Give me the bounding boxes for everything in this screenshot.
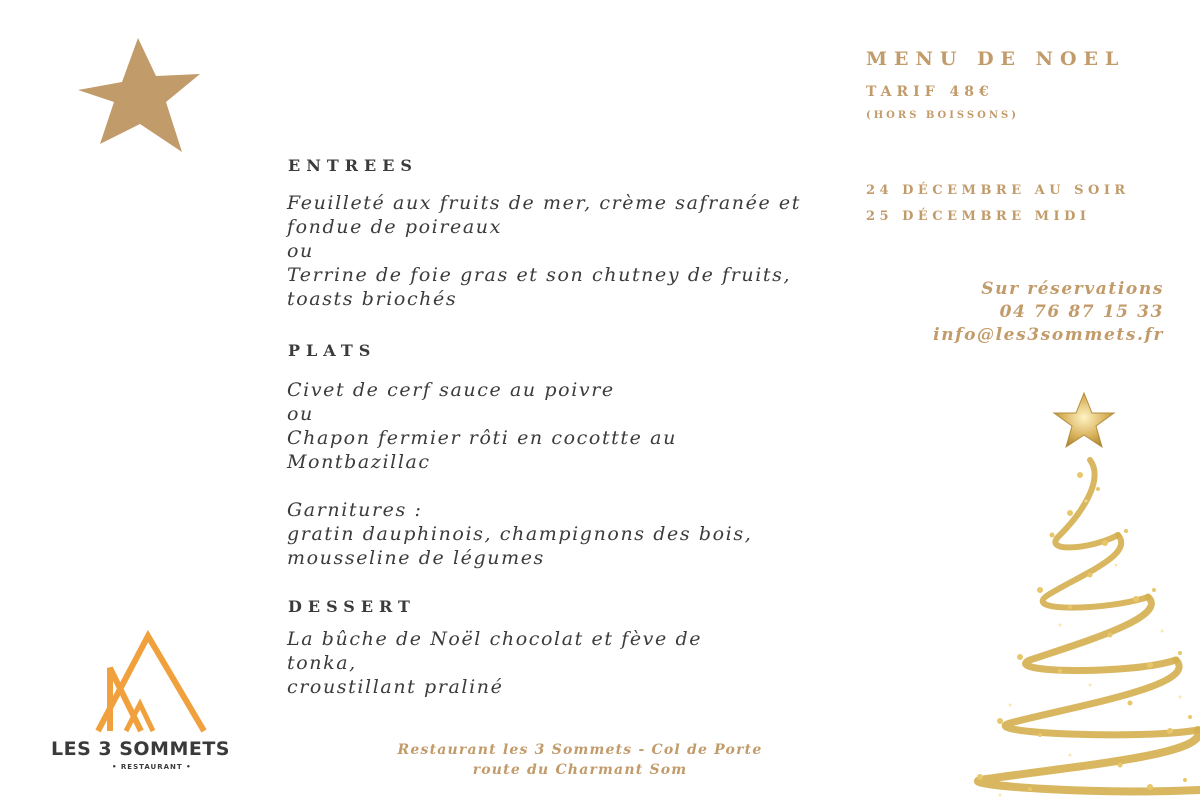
dish-line: Chapon fermier rôti en cocottte au xyxy=(287,427,677,449)
dish-line: tonka, xyxy=(287,652,357,674)
contact-block xyxy=(933,278,1164,347)
christmas-tree-icon xyxy=(940,385,1200,800)
footer-line: route du Charmant Som xyxy=(472,762,688,778)
section-heading-dessert: DESSERT xyxy=(288,597,416,616)
dish-line: Feuilleté aux fruits de mer, crème safranée et xyxy=(287,192,802,214)
dish-line: ou xyxy=(287,240,314,262)
dish-line: fondue de poireaux xyxy=(287,216,502,238)
menu-title: MENU DE NOEL xyxy=(866,48,1126,70)
phone-number[interactable]: 04 76 87 15 33 xyxy=(999,302,1164,322)
dish-line: Montbazillac xyxy=(287,451,431,473)
dish-line: Garnitures : xyxy=(287,499,423,521)
mountains-icon xyxy=(48,628,248,733)
dish-line: mousseline de légumes xyxy=(287,547,545,569)
section-heading-plats: PLATS xyxy=(288,341,377,360)
star-icon xyxy=(78,38,200,154)
dish-line: toasts briochés xyxy=(287,288,458,310)
date-line: 25 DÉCEMBRE MIDI xyxy=(866,209,1091,224)
dish-line: gratin dauphinois, champignons des bois, xyxy=(287,523,753,545)
dish-line: croustillant praliné xyxy=(287,676,504,698)
dish-line: Terrine de foie gras et son chutney de fruits, xyxy=(287,264,792,286)
dish-line xyxy=(287,474,752,498)
footer-address xyxy=(380,740,780,780)
dish-line: ou xyxy=(287,403,314,425)
logo-subtitle: • RESTAURANT • xyxy=(112,763,192,771)
dessert-dish-list xyxy=(287,627,702,699)
restaurant-logo xyxy=(48,628,248,778)
footer-line: Restaurant les 3 Sommets - Col de Porte xyxy=(397,742,763,758)
price-note: (HORS BOISSONS) xyxy=(866,110,1019,121)
plats-dish-list xyxy=(287,378,752,570)
logo-name: LES 3 SOMMETS xyxy=(51,738,230,760)
dish-line: La bûche de Noël chocolat et fève de xyxy=(287,628,703,650)
menu-price: TARIF 48€ xyxy=(866,84,994,100)
date-line: 24 DÉCEMBRE AU SOIR xyxy=(866,183,1130,198)
email-link[interactable]: info@les3sommets.fr xyxy=(933,325,1164,345)
section-heading-entrees: ENTREES xyxy=(288,156,418,175)
entrees-dish-list xyxy=(287,191,801,311)
dish-line: Civet de cerf sauce au poivre xyxy=(287,379,615,401)
reservation-text: Sur réservations xyxy=(981,279,1164,299)
